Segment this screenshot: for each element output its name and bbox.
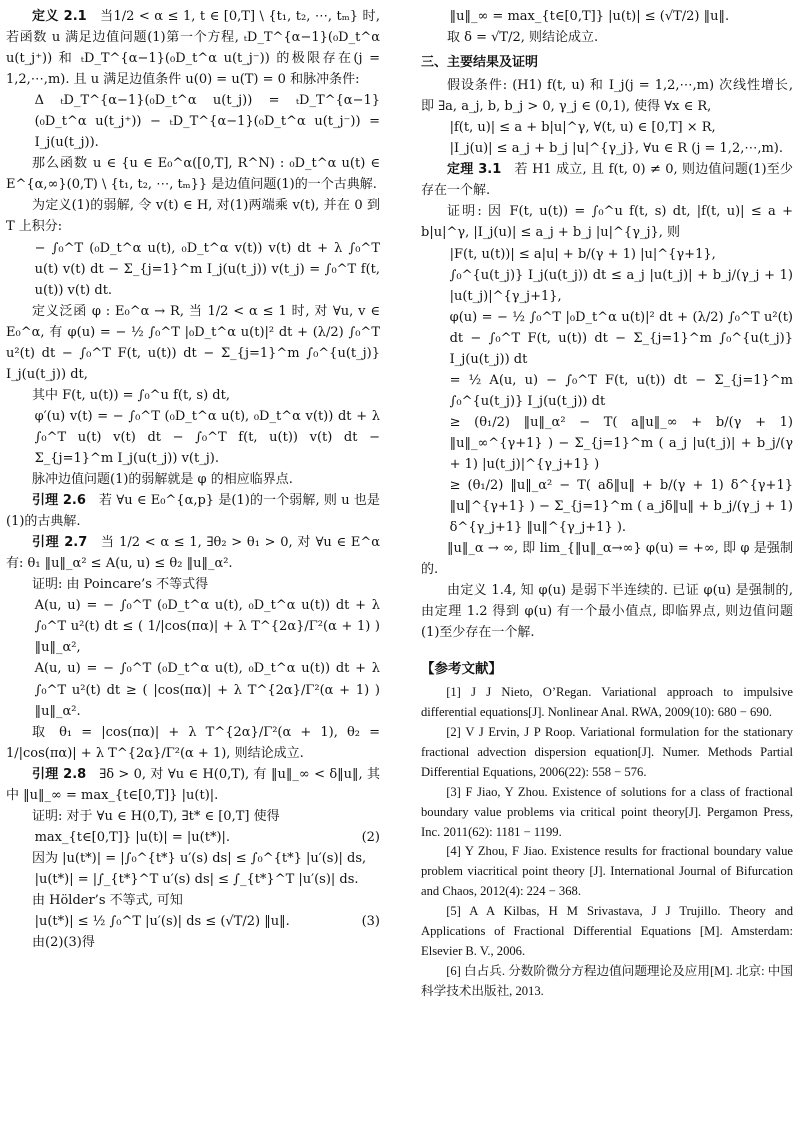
theorem-paragraph	[421, 159, 793, 201]
display-equation	[6, 595, 380, 658]
display-equation	[421, 370, 793, 412]
body-paragraph	[421, 27, 793, 48]
theorem-label: 定理 3.1	[447, 162, 502, 178]
paragraph-text: 其中 F(t, u(t)) = ∫₀^u f(t, s) dt,	[32, 387, 230, 403]
display-equation	[6, 658, 380, 721]
paragraph-text: 当1/2 < α ≤ 1, t ∈ [0,T] \ {t₁, t₂, ⋯, tₘ} 时, 若函数 u 满足边值问题(1)第一个方程, ₜD_T^{α−1}(₀D_t^α u(t_j⁺)) 和 ₜD_T^{α−1}(₀D_t^α u(t_j⁻)) 的极限存在(j = 1,2,⋯,m). 且 u 满足边值条件 u(0) = u(T) = 0 和脉冲条件:	[6, 9, 380, 88]
body-paragraph	[6, 806, 380, 827]
equation-text: max_{t∈[0,T]} |u(t)| = |u(t*)|.	[34, 829, 231, 845]
left-column	[6, 6, 380, 953]
body-paragraph	[6, 848, 380, 869]
reference-item: [4] Y Zhou, F Jiao. Existence results for fractional boundary value problem viacritical point theory [J]. International Journal of Bifurcation and Chaos, 2012(4): 224 − 368.	[421, 844, 793, 899]
display-equation	[421, 412, 793, 475]
paragraph-text: 证明: 因 F(t, u(t)) = ∫₀^u f(t, s) dt, |f(t, u)| ≤ a + b|u|^γ, |I_j(u)| ≤ a_j + b_j |u|^{γ_j}, 则	[421, 204, 793, 241]
display-equation	[421, 117, 793, 138]
paragraph-text: |u(t*)| = |∫_{t*}^T u′(s) ds| ≤ ∫_{t*}^T |u′(s)| ds.	[34, 871, 359, 887]
body-paragraph	[6, 932, 380, 953]
paragraph-text: 由定义 1.4, 知 φ(u) 是弱下半连续的. 已证 φ(u) 是强制的, 由定理 1.2 得到 φ(u) 有一个最小值点, 即临界点, 则边值问题(1)至少存在一个解.	[421, 583, 793, 641]
body-paragraph	[421, 538, 793, 580]
paragraph-text: = ½ A(u, u) − ∫₀^T F(t, u(t)) dt − Σ_{j=1}^m ∫₀^{u(t_j)} I_j(u(t_j)) dt	[449, 372, 793, 409]
paragraph-text: ∃δ > 0, 对 ∀u ∈ H(0,T), 有 ‖u‖_∞ < δ‖u‖, 其中 ‖u‖_∞ = max_{t∈[0,T]} |u(t)|.	[6, 766, 380, 803]
theorem-label: 定义 2.1	[32, 9, 87, 24]
paragraph-text: |I_j(u)| ≤ a_j + b_j |u|^{γ_j}, ∀u ∈ R (j = 1,2,⋯,m).	[449, 141, 784, 157]
paragraph-text: 若 H1 成立, 且 f(t, 0) ≠ 0, 则边值问题(1)至少存在一个解.	[421, 162, 794, 199]
theorem-paragraph	[6, 764, 380, 806]
reference-item: [1] J J Nieto, O’Regan. Variational approach to impulsive differential equations[J]. Nonlinear Anal. RWA, 2009(10): 680 − 690.	[421, 685, 793, 720]
paragraph-text: ≥ (θ₁/2) ‖u‖_α² − T( a‖u‖_∞ + b/(γ + 1) ‖u‖_∞^{γ+1} ) − Σ_{j=1}^m ( a_j |u(t_j)| + b_j/(γ + 1) |u(t_j)|^{γ_j+1} )	[449, 414, 793, 472]
body-paragraph	[6, 722, 380, 764]
equation-text: |u(t*)| ≤ ½ ∫₀^T |u′(s)| ds ≤ (√T/2) ‖u‖.	[34, 914, 290, 930]
theorem-paragraph	[6, 490, 380, 532]
paragraph-text: 证明: 由 Poincare’s 不等式得	[32, 577, 209, 593]
right-column	[421, 6, 793, 1002]
display-equation	[6, 90, 380, 153]
paragraph-text: 若 ∀u ∈ E₀^{α,p} 是(1)的一个弱解, 则 u 也是(1)的古典解.	[6, 493, 380, 530]
paragraph-text: |F(t, u(t))| ≤ a|u| + b/(γ + 1) |u|^{γ+1},	[449, 246, 716, 262]
theorem-paragraph	[6, 6, 380, 90]
paragraph-text: 取 θ₁ = |cos(πα)| + λ T^{2α}/Γ²(α + 1), θ₂ = 1/|cos(πα)| + λ T^{2α}/Γ²(α + 1), 则结论成立.	[6, 724, 380, 761]
display-equation	[421, 244, 793, 265]
paragraph-text: 假设条件: (H1) f(t, u) 和 I_j(j = 1,2,⋯,m) 次线性增长, 即 ∃a, a_j, b, b_j > 0, γ_j ∈ (0,1), 使得 ∀x ∈ R,	[421, 78, 793, 115]
body-paragraph	[421, 580, 793, 643]
paragraph-text: |f(t, u)| ≤ a + b|u|^γ, ∀(t, u) ∈ [0,T] × R,	[449, 120, 716, 136]
reference-item: [3] F Jiao, Y Zhou. Existence of solutions for a class of fractional boundary value problems via critical point theory[J]. Pergamon Press, Inc. 2011(62): 1181 − 1199.	[421, 784, 793, 839]
paragraph-text: 由 Hölder’s 不等式, 可知	[32, 892, 183, 908]
paragraph-text: 定义泛函 φ : E₀^α → R, 当 1/2 < α ≤ 1 时, 对 ∀u, v ∈ E₀^α, 有 φ(u) = − ½ ∫₀^T |₀D_t^α u(t)|² dt + (λ/2) ∫₀^T u²(t) dt − ∫₀^T F(t, u(t)) dt − Σ_{j=1}^m ∫₀^{u(t_j)} I_j(u(t_j)) dt,	[6, 303, 380, 382]
paragraph-text: Δ ₜD_T^{α−1}(₀D_t^α u(t_j)) = ₜD_T^{α−1}(₀D_t^α u(t_j⁺)) − ₜD_T^{α−1}(₀D_t^α u(t_j⁻)) = I_j(u(t_j)).	[34, 93, 380, 151]
paragraph-text: A(u, u) = − ∫₀^T (₀D_t^α u(t), ₀D_t^α u(t)) dt + λ ∫₀^T u²(t) dt ≥ ( |cos(πα)| + λ T^{2α}/Γ²(α + 1) ) ‖u‖_α².	[34, 661, 380, 719]
display-equation	[421, 265, 793, 307]
paragraph-text: A(u, u) = − ∫₀^T (₀D_t^α u(t), ₀D_t^α u(t)) dt + λ ∫₀^T u²(t) dt ≤ ( 1/|cos(πα)| + λ T^{2α}/Γ²(α + 1) ) ‖u‖_α²,	[34, 598, 380, 656]
display-equation	[6, 869, 380, 890]
paragraph-text: 当 1/2 < α ≤ 1, ∃θ₂ > θ₁ > 0, 对 ∀u ∈ E^α 有: θ₁ ‖u‖_α² ≤ A(u, u) ≤ θ₂ ‖u‖_α².	[6, 535, 380, 572]
theorem-label: 引理 2.7	[32, 535, 88, 551]
paragraph-text: 因为 |u(t*)| = |∫₀^{t*} u′(s) ds| ≤ ∫₀^{t*} |u′(s)| ds,	[32, 850, 367, 866]
body-paragraph	[6, 195, 380, 237]
display-equation	[421, 6, 793, 27]
body-paragraph	[6, 301, 380, 385]
theorem-paragraph	[6, 532, 380, 574]
right-column-body	[421, 6, 793, 643]
theorem-label: 引理 2.8	[32, 766, 87, 782]
paragraph-text: 为定义(1)的弱解, 令 v(t) ∈ H, 对(1)两端乘 v(t), 并在 0 到 T 上积分:	[6, 198, 380, 235]
paragraph-text: ‖u‖_α → ∞, 即 lim_{‖u‖_α→∞} φ(u) = +∞, 即 φ 是强制的.	[421, 541, 793, 578]
equation-number: (2)	[361, 829, 380, 845]
body-paragraph	[421, 201, 793, 243]
display-equation	[6, 406, 380, 469]
display-equation	[421, 475, 793, 538]
body-paragraph	[6, 469, 380, 490]
section-heading: 三、主要结果及证明	[421, 55, 539, 71]
body-paragraph	[6, 385, 380, 406]
display-equation	[421, 138, 793, 159]
paragraph-text: ‖u‖_∞ = max_{t∈[0,T]} |u(t)| ≤ (√T/2) ‖u‖.	[449, 9, 730, 24]
reference-item: [2] V J Ervin, J P Roop. Variational formulation for the stationary fractional advection dispersion equation[J]. Numer. Methods Partial Differential Equations, 2006(22): 558 − 576.	[421, 725, 793, 779]
paragraph-text: 脉冲边值问题(1)的弱解就是 φ 的相应临界点.	[32, 472, 293, 488]
body-paragraph	[6, 574, 380, 595]
reference-item: [6] 白占兵. 分数阶微分方程边值问题理论及应用[M]. 北京: 中国科学技术出版社, 2013.	[421, 963, 793, 998]
paragraph-text: 由(2)(3)得	[32, 935, 95, 951]
theorem-label: 引理 2.6	[32, 493, 86, 509]
paragraph-text: 取 δ = √T/2, 则结论成立.	[447, 30, 599, 46]
body-paragraph	[421, 75, 793, 117]
numbered-equation	[6, 827, 380, 848]
equation-number: (3)	[361, 914, 380, 930]
references-list	[421, 683, 793, 1001]
reference-item: [5] A A Kilbas, H M Srivastava, J J Trujillo. Theory and Applications of Fractional Differential Equations [M]. Amsterdam: Elsevier B. V., 2006.	[421, 904, 793, 958]
body-paragraph	[6, 153, 380, 195]
paragraph-text: ≥ (θ₁/2) ‖u‖_α² − T( aδ‖u‖ + b/(γ + 1) δ^{γ+1} ‖u‖^{γ+1} ) − Σ_{j=1}^m ( a_jδ‖u‖ + b_j/(γ_j + 1) δ^{γ_j+1} ‖u‖^{γ_j+1} ).	[449, 478, 793, 536]
numbered-equation	[6, 911, 380, 932]
body-paragraph	[6, 890, 380, 911]
display-equation	[6, 238, 380, 301]
references-heading: 【参考文献】	[421, 661, 502, 678]
display-equation	[421, 307, 793, 370]
paragraph-text: − ∫₀^T (₀D_t^α u(t), ₀D_t^α v(t)) v(t) dt + λ ∫₀^T u(t) v(t) dt − Σ_{j=1}^m I_j(u(t_j)) v(t_j) = ∫₀^T f(t, u(t)) v(t) dt.	[34, 240, 380, 298]
paragraph-text: 那么函数 u ∈ {u ∈ E₀^α([0,T], R^N) : ₀D_t^α u(t) ∈ E^{α,∞}(0,T) \ {t₁, t₂, ⋯, tₘ}} 是边值问题(1)的一个古典解.	[6, 156, 380, 193]
paragraph-text: φ(u) = − ½ ∫₀^T |₀D_t^α u(t)|² dt + (λ/2) ∫₀^T u²(t) dt − ∫₀^T F(t, u(t)) dt − Σ_{j=1}^m ∫₀^{u(t_j)} I_j(u(t_j)) dt	[449, 309, 793, 367]
paragraph-text: φ′(u) v(t) = − ∫₀^T (₀D_t^α u(t), ₀D_t^α v(t)) dt + λ ∫₀^T u(t) v(t) dt − ∫₀^T f(t, u(t)) v(t) dt − Σ_{j=1}^m I_j(u(t_j)) v(t_j).	[34, 408, 380, 466]
paragraph-text: ∫₀^{u(t_j)} I_j(u(t_j)) dt ≤ a_j |u(t_j)| + b_j/(γ_j + 1) |u(t_j)|^{γ_j+1},	[449, 267, 793, 304]
paragraph-text: 证明: 对于 ∀u ∈ H(0,T), ∃t* ∈ [0,T] 使得	[32, 808, 280, 824]
